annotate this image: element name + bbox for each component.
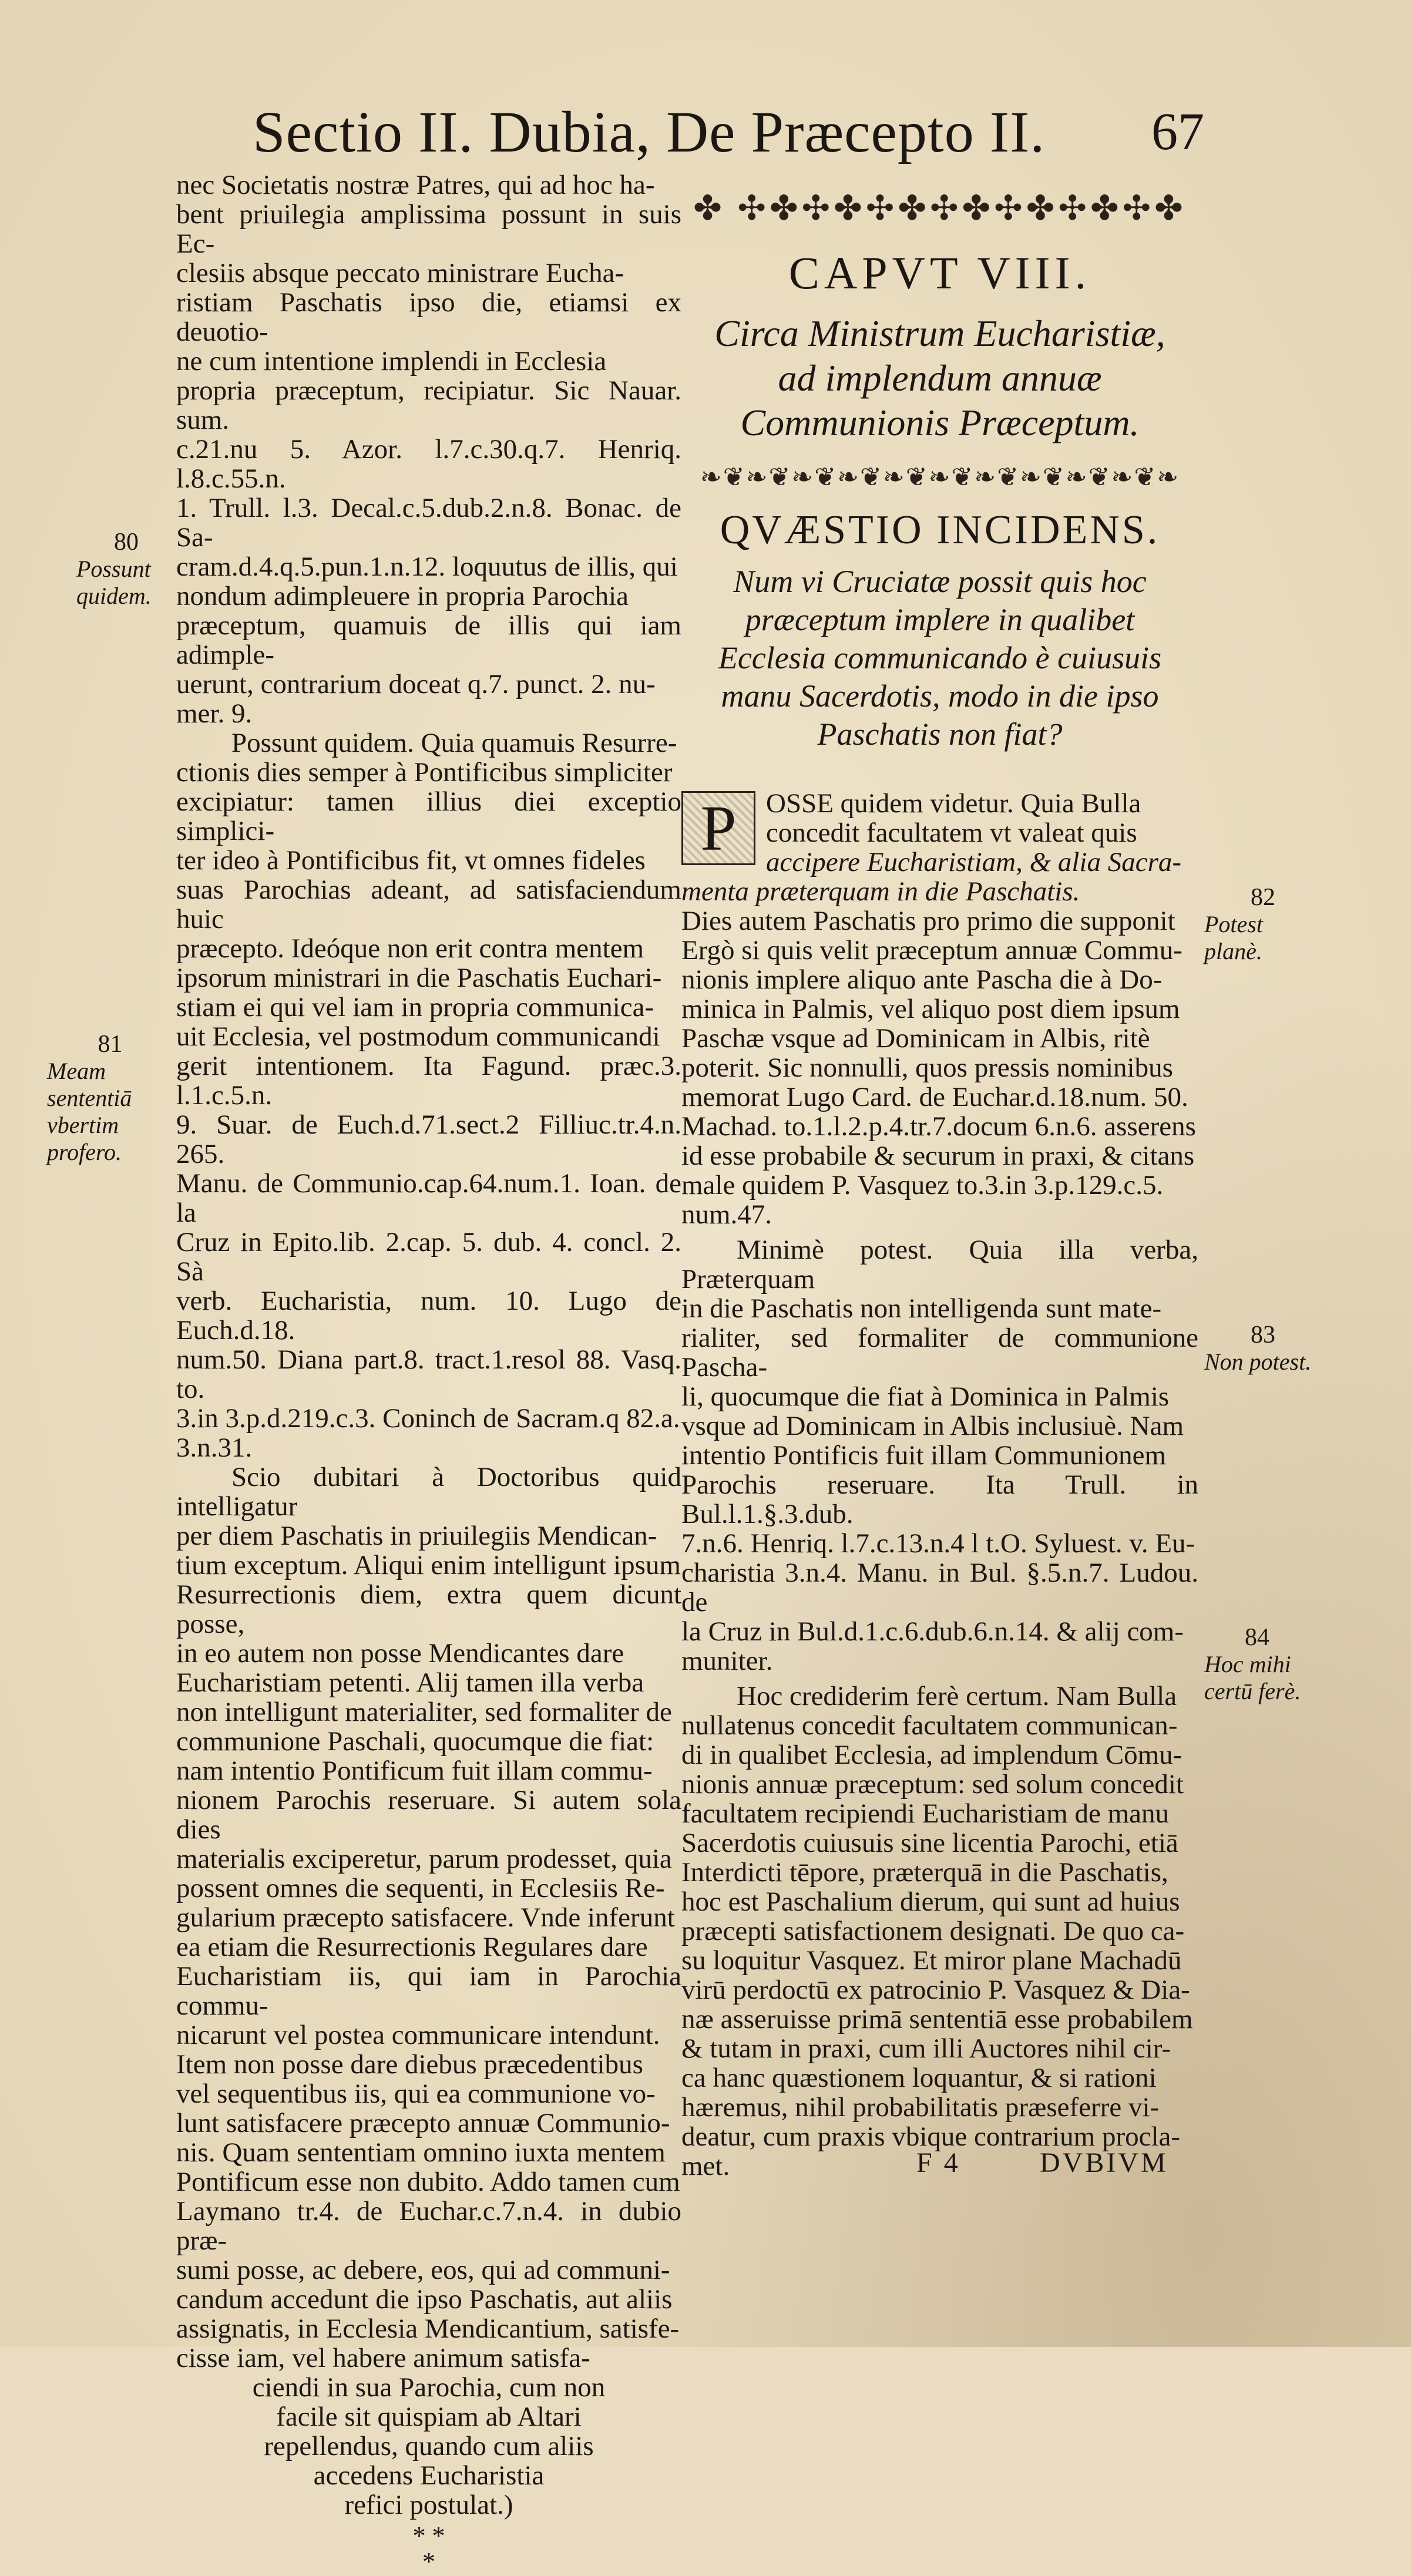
text-line: minica in Palmis, vel aliquo post diem ipsum	[681, 994, 1180, 1024]
margin-note-text: Meam sententiā vbertim profero.	[47, 1058, 132, 1165]
margin-note-84	[1204, 1624, 1310, 1705]
margin-note-text: Non potest.	[1204, 1348, 1312, 1375]
text-line: lunt satisfacere præcepto annuæ Communio-	[176, 2108, 670, 2138]
text-line: næ asseruisse primā sententiā esse probabilem	[681, 2004, 1193, 2034]
text-line: ter ideo à Pontificibus fit, vt omnes fideles	[176, 845, 646, 876]
text-line: OSSE quidem videtur. Quia Bulla	[766, 788, 1141, 819]
text-line: mer. 9.	[176, 698, 253, 729]
text-line: nis. Quam sententiam omnino iuxta mentem	[176, 2137, 666, 2168]
text-line: Ergò si quis velit præceptum annuæ Commu-	[681, 935, 1182, 966]
asterisk-ornament	[176, 2523, 681, 2575]
text-line: c.21.nu 5. Azor. l.7.c.30.q.7. Henriq. l.8.c.55.n.	[176, 434, 681, 494]
text-line: per diem Paschatis in priuilegiis Mendican-	[176, 1521, 657, 1551]
text-line: virū perdoctū ex patrocinio P. Vasquez & Dia-	[681, 1975, 1190, 2005]
text-line: ca hanc quæstionem loquantur, & si rationi	[681, 2063, 1157, 2093]
running-head: Sectio II. Dubia, De Præcepto II.	[253, 99, 1046, 164]
text-line: propria præceptum, recipiatur. Sic Nauar. sum.	[176, 375, 681, 435]
text-line: assignatis, in Ecclesia Mendicantium, satisfe-	[176, 2313, 680, 2344]
text-line: Eucharistiam iis, qui iam in Parochia commu-	[176, 1961, 681, 2021]
text-line: uerunt, contrarium doceat q.7. punct. 2. nu-	[176, 669, 656, 700]
text-line: 1. Trull. l.3. Decal.c.5.dub.2.n.8. Bonac. de Sa-	[176, 493, 681, 553]
text-line: Eucharistiam petenti. Alij tamen illa verba	[176, 1667, 644, 1698]
quaestio-heading: QVÆSTIO INCIDENS.	[720, 507, 1160, 553]
text-line: suas Parochias adeant, ad satisfaciendum huic	[176, 875, 681, 934]
text-line: ristiam Paschatis ipso die, etiamsi ex deuotio-	[176, 287, 681, 347]
text-line: 7.n.6. Henriq. l.7.c.13.n.4 l t.O. Syluest. v. Eu-	[681, 1528, 1195, 1559]
paragraph-81	[176, 1462, 681, 2520]
margin-number: 83	[1251, 1321, 1275, 1348]
signature-mark: F 4	[916, 2147, 960, 2178]
text-line: concedit facultatem vt valeat quis	[766, 818, 1137, 848]
catchword: DVBIVM	[1040, 2147, 1168, 2178]
text-line: vel sequentibus iis, qui ea communione vo-	[176, 2079, 656, 2109]
text-line: male quidem P. Vasquez to.3.in 3.p.129.c.5.	[681, 1170, 1164, 1200]
ornament-band-middle: ❧❦❧❦❧❦❧❦❧❦❧❦❧❦❧❦❧❦❧❦❧	[700, 463, 1180, 492]
paragraph-82	[681, 789, 1198, 1229]
text-line: Laymano tr.4. de Euchar.c.7.n.4. in dubio præ-	[176, 2196, 681, 2256]
text-line: nondum adimpleuere in propria Parochia	[176, 581, 629, 611]
left-column	[176, 170, 681, 2575]
text-line: id esse probabile & securum in praxi, & citans	[681, 1141, 1195, 1171]
text-line: facile sit quispiam ab Altari	[276, 2402, 582, 2432]
text-line: ipsorum ministrari in die Paschatis Euchari-	[176, 963, 662, 993]
text-line: memorat Lugo Card. de Euchar.d.18.num. 50.	[681, 1082, 1188, 1112]
page-number: 67	[1151, 103, 1204, 161]
text-line: intentio Pontificis fuit illam Communionem	[681, 1440, 1167, 1471]
margin-number: 80	[114, 529, 139, 556]
text-line: præceptum, quamuis de illis qui iam adimple-	[176, 610, 681, 670]
text-line: Machad. to.1.l.2.p.4.tr.7.docum 6.n.6. asserens	[681, 1111, 1196, 1142]
text-line: Minimè potest. Quia illa verba, Præterquam	[681, 1235, 1198, 1294]
text-line: met.	[681, 2151, 730, 2181]
margin-note-80	[76, 529, 176, 610]
margin-note-83	[1204, 1321, 1322, 1376]
text-line: Possunt quidem. Quia quamuis Resurre-	[231, 728, 677, 758]
text-line: nicarunt vel postea communicare intendunt.	[176, 2020, 660, 2050]
text-line: verb. Eucharistia, num. 10. Lugo de Euch.d.18.	[176, 1286, 681, 1346]
text-line: candum accedunt die ipso Paschatis, aut aliis	[176, 2284, 673, 2315]
paragraph-83	[681, 1235, 1198, 1676]
paragraph-84	[681, 1682, 1198, 2181]
margin-number: 82	[1251, 884, 1275, 911]
question-text: Num vi Cruciatæ possit quis hoc præceptum implere in qualibet Ecclesia communicando è cuiusuis manu Sacerdotis, modo in die ipso Paschatis non fiat?	[718, 564, 1162, 752]
text-line: clesiis absque peccato ministrare Eucha-	[176, 258, 624, 288]
text-line: accipere Eucharistiam, & alia Sacra-	[766, 847, 1182, 877]
text-line: cram.d.4.q.5.pun.1.n.12. loquutus de illis, qui	[176, 551, 678, 582]
text-line: Pontificum esse non dubito. Addo tamen cum	[176, 2167, 680, 2197]
text-line: nionis annuæ præceptum: sed solum concedit	[681, 1769, 1184, 1800]
chapter-title: CAPVT VIII.	[788, 247, 1091, 298]
text-line: cisse iam, vel habere animum satisfa-	[176, 2343, 590, 2373]
margin-number: 81	[98, 1031, 123, 1058]
text-line: deatur, cum praxis vbique contrarium procla-	[681, 2121, 1181, 2152]
text-line: nam intentio Pontificum fuit illam commu-	[176, 1756, 653, 1786]
text-line: uit Ecclesia, vel postmodum communicandi	[176, 1021, 660, 1052]
text-line: præcepti satisfactionem designati. De quo ca-	[681, 1916, 1185, 1946]
text-line: præcepto. Ideóque non erit contra mentem	[176, 933, 644, 964]
text-line: stiam ei qui vel iam in propria communica-	[176, 992, 654, 1023]
margin-note-text: Hoc mihi certū ferè.	[1204, 1651, 1301, 1704]
text-line: rialiter, sed formaliter de communione Pascha-	[681, 1323, 1198, 1383]
text-line: num.47.	[681, 1199, 772, 1230]
text-line: possent omnes die sequenti, in Ecclesiis Re-	[176, 1873, 665, 1904]
text-line: di in qualibet Ecclesia, ad implendum Cōmu-	[681, 1740, 1182, 1770]
text-line: communione Paschali, quocumque die fiat:	[176, 1726, 654, 1757]
text-line: 3.in 3.p.d.219.c.3. Coninch de Sacram.q 82.a.	[176, 1403, 680, 1434]
margin-number: 84	[1245, 1624, 1269, 1651]
text-line: repellendus, quando cum aliis	[264, 2431, 594, 2461]
margin-note-81	[47, 1031, 173, 1166]
text-line: nionem Parochis reseruare. Si autem sola dies	[176, 1785, 681, 1845]
text-line: gularium præcepto satisfacere. Vnde inferunt	[176, 1902, 675, 1933]
text-line: materialis exciperetur, parum prodesset, quia	[176, 1844, 672, 1874]
text-line: menta præterquam in die Paschatis.	[681, 876, 1080, 907]
text-line: Sacerdotis cuiusuis sine licentia Parochi, etiā	[681, 1828, 1178, 1858]
text-line: ciendi in sua Parochia, cum non	[252, 2372, 606, 2403]
paragraph-80	[176, 728, 681, 1462]
text-line: nec Societatis nostræ Patres, qui ad hoc ha-	[176, 170, 655, 200]
margin-note-text: Potest planè.	[1204, 911, 1263, 964]
text-line: Interdicti tēpore, præterquā in die Paschatis,	[681, 1857, 1168, 1888]
text-line: gerit intentionem. Ita Fagund. præc.3. l.1.c.5.n.	[176, 1051, 681, 1111]
text-line: facultatem recipiendi Eucharistiam de manu	[681, 1798, 1169, 1829]
right-column	[681, 188, 1198, 2181]
text-line: Scio dubitari à Doctoribus quid intelligatur	[176, 1462, 681, 1522]
text-line: charistia 3.n.4. Manu. in Bul. §.5.n.7. Ludou. de	[681, 1558, 1198, 1617]
text-line: ne cum intentione implendi in Ecclesia	[176, 346, 607, 376]
drop-cap: P	[681, 791, 755, 865]
asterisks-text: * * *	[412, 2521, 445, 2576]
text-line: Manu. de Communio.cap.64.num.1. Ioan. de la	[176, 1168, 681, 1228]
text-line: la Cruz in Bul.d.1.c.6.dub.6.n.14. & alij com-	[681, 1616, 1184, 1647]
text-line: Paschæ vsque ad Dominicam in Albis, ritè	[681, 1023, 1150, 1054]
text-line: poterit. Sic nonnulli, quos pressis nominibus	[681, 1052, 1173, 1083]
text-line: Cruz in Epito.lib. 2.cap. 5. dub. 4. concl. 2. Sà	[176, 1227, 681, 1287]
text-line: hæremus, nihil probabilitatis præseferre vi-	[681, 2092, 1160, 2123]
text-line: accedens Eucharistia	[313, 2460, 545, 2491]
text-line: Item non posse dare diebus præcedentibus	[176, 2049, 643, 2080]
chapter-subtitle: Circa Ministrum Eucharistiæ, ad implendum annuæ Communionis Præceptum.	[714, 312, 1165, 443]
text-line: & tutam in praxi, cum illi Auctores nihil cir-	[681, 2033, 1171, 2064]
text-line: 9. Suar. de Euch.d.71.sect.2 Filliuc.tr.4.n. 265.	[176, 1109, 681, 1169]
ornament-band-top: ✤ ✣✤✣✤✣✤✣✤✣✤✣✤✣✤	[693, 189, 1187, 227]
text-line: ea etiam die Resurrectionis Regulares dare	[176, 1932, 648, 1962]
text-line: Dies autem Paschatis pro primo die supponit	[681, 906, 1175, 936]
text-line: refici postulat.)	[344, 2490, 513, 2520]
text-line: num.50. Diana part.8. tract.1.resol 88. Vasq. to.	[176, 1344, 681, 1404]
text-line: muniter.	[681, 1646, 773, 1676]
text-line: ctionis dies semper à Pontificibus simpliciter	[176, 757, 673, 788]
text-line: tium exceptum. Aliqui enim intelligunt ipsum	[176, 1550, 681, 1580]
text-line: nullatenus concedit facultatem communican-	[681, 1710, 1178, 1741]
margin-note-82	[1204, 884, 1322, 965]
text-line: su loquitur Vasquez. Et miror plane Machadū	[681, 1945, 1182, 1976]
text-line: in eo autem non posse Mendicantes dare	[176, 1638, 624, 1669]
text-line: 3.n.31.	[176, 1432, 253, 1463]
text-line: li, quocumque die fiat à Dominica in Palmis	[681, 1381, 1170, 1412]
text-line: Resurrectionis diem, extra quem dicunt posse,	[176, 1579, 681, 1639]
text-line: sumi posse, ac debere, eos, qui ad communi-	[176, 2255, 670, 2285]
text-line: excipiatur: tamen illius diei exceptio simplici-	[176, 786, 681, 846]
left-opening-paragraph	[176, 170, 681, 728]
margin-note-text: Possunt quidem.	[76, 556, 152, 609]
text-line: Hoc crediderim ferè certum. Nam Bulla	[737, 1681, 1177, 1711]
text-line: in die Paschatis non intelligenda sunt mate-	[681, 1293, 1162, 1324]
text-line: hoc est Paschalium dierum, qui sunt ad huius	[681, 1886, 1180, 1917]
page-header	[253, 100, 1204, 164]
text-line: bent priuilegia amplissima possunt in suis Ec-	[176, 199, 681, 259]
text-line: Parochis reseruare. Ita Trull. in Bul.l.1.§.3.dub.	[681, 1469, 1198, 1529]
text-line: nionis implere aliquo ante Pascha die à Do-	[681, 964, 1163, 995]
text-line: non intelligunt materialiter, sed formaliter de	[176, 1697, 672, 1727]
text-line: vsque ad Dominicam in Albis inclusiuè. Nam	[681, 1411, 1184, 1441]
